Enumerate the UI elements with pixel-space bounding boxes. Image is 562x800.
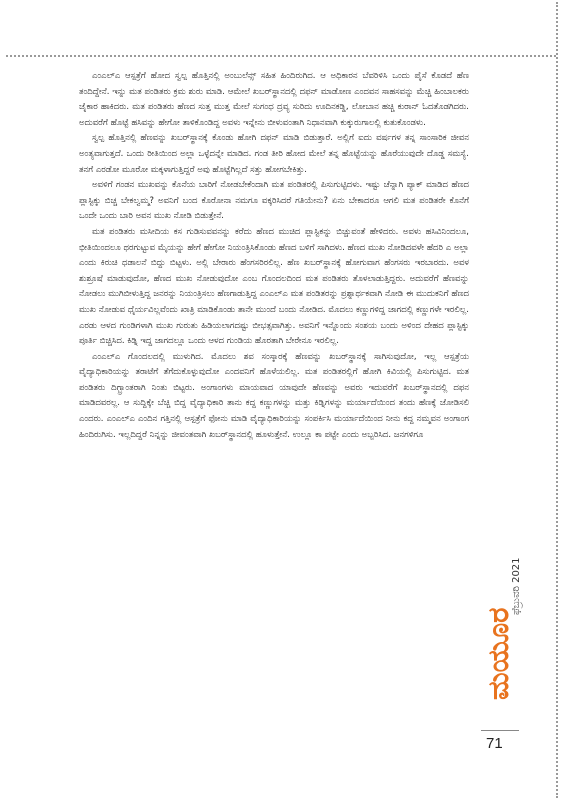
right-dotted-border: [556, 2, 558, 798]
article-paragraph-4: ಮತ ಪಂಡಿತರು ಮಸೀದಿಯ ಕಸ ಗುಡಿಸುವವನನ್ನು ಕರೆದು ಹೆಣದ ಮುಚಿದ ಪ್ಲಾಸ್ಟಿಕನ್ನು ಬಿಚ್ಚುವಂತೆ ಹೇಳಿದರು. ಅವಳು ಹಸಿವಿನಿಂದಲೂ, ಭೀತಿಯಿಂದಲೂ ಥರಗುಟ್ಟುವ ಮೈಯನ್ನು ಹೇಗೆ ಹೇಗೋ ನಿಯಂತ್ರಿಸಿಕೊಂಡು ಹೆಣದ ಬಳಿಗೆ ಸಾಗಿದಳು. ಹೆಣದ ಮುಖ ನೋಡಿದವಳೇ ಹೆದರಿ ಎ ಅಲ್ಲಾ ಎಂದು ಕಿರುಚಿ ಧಡಾಲನೆ ಬಿದ್ದು ಬಿಟ್ಟಳು. ಅಲ್ಲಿ ಬೇರಾರು ಹೆಂಗಸರಿರಲಿಲ್ಲ. ಹೆಣ ಖಬರ್‌ಸ್ಥಾನಕ್ಕೆ ಹೋಗುವಾಗ ಹೆಂಗಸರು ಇರಬಾರದು. ಅವಳ ಶುಶ್ರೂಷೆ ಮಾಡುವುದೋ, ಹೆಣದ ಮುಖ ನೋಡುವುದೋ ಎಂಬ ಗೊಂದಲದಿಂದ ಮತ ಪಂಡಿತರು ತೊಳಲಾಡುತ್ತಿದ್ದರು. ಅದುವರೆಗೆ ಹೆಣವನ್ನು ನೋಡಲು ಮುಗಿಬೀಳುತ್ತಿದ್ದ ಜನರನ್ನು ನಿಯಂತ್ರಿಸಲು ಹೆಣಗಾಡುತ್ತಿದ್ದ ಎಂಎಲ್‌ಎ ಮತ ಪಂಡಿತರನ್ನು ಪ್ರಶ್ನಾರ್ಥಕವಾಗಿ ನೋಡಿ ಈ ಮುದುಕನಿಗೆ ಹೆಣದ ಮುಖ ನೋಡುವ ಧೈರ್ಯವಿಲ್ಲವೆಂದು ಖಾತ್ರಿ ಮಾಡಿಕೊಂಡು ತಾನೇ ಮುಂದೆ ಬಂದು ನೋಡಿದ. ಮೊದಲು ಕಣ್ಣುಗಳಿದ್ದ ಜಾಗದಲ್ಲಿ ಕಣ್ಣುಗಳೇ ಇರಲಿಲ್ಲ. ಎರಡು ಆಳದ ಗುಂಡಿಗಳಾಗಿ ಮುಖ ಗುರುತು ಹಿಡಿಯಲಾಗದಷ್ಟು ಬೀಭತ್ಸವಾಗಿತ್ತು. ಅವನಿಗೆ ಇನ್ನೊಂದು ಸಂಶಯ ಬಂದು ಅಳಿಂದ ದೇಹದ ಪ್ಲಾಸ್ಟಿಕ್ಕು ಪೂರ್ತಿ ಬಿಚ್ಚಿಸಿದ. ಕಿಡ್ನಿ ಇದ್ದ ಜಾಗದಲ್ಲೂ ಒಂದು ಆಳದ ಗುಂಡಿಯ ಹೊರತಾಗಿ ಬೇರೇನೂ ಇರಲಿಲ್ಲ.: [79, 225, 469, 346]
page-number-rule: [481, 730, 519, 731]
article-paragraph-1: ಎಂಎಲ್‌ಎ ಆಸ್ಪತ್ರೆಗೆ ಹೋದ ಸ್ವಲ್ಪ ಹೊತ್ತಿನಲ್ಲಿ ಅಂಬುಲೆನ್ಸ್ ಸಹಿತ ಹಿಂದಿರುಗಿದ. ಆ ಅಧಿಕಾರನ ಬೆವರಿಳಿಸಿ ಒಂದು ಪೈಸೆ ಕೊಡದೆ ಹೆಣ ತಂದಿದ್ದೇನೆ. ಇನ್ನು ಮತ ಪಂಡಿತರು ಕ್ರಮ ಶುರು ಮಾಡಿ. ಆಮೇಲೆ ಖಬರ್‌ಸ್ಥಾನದಲ್ಲಿ ದಫನ್ ಮಾಡೋಣ ಎಂದವನ ಸಾಹಸವನ್ನು ಮೆಚ್ಚಿ ಹಿಂಬಾಲಕರು ಜೈಕಾರ ಹಾಕಿದರು. ಮತ ಪಂಡಿತರು ಹೆಣದ ಸುತ್ತ ಮುತ್ತ ಮೇಲೆ ಸುಗಂಧ ದ್ರವ್ಯ ಸುರಿದು ಊದಿನಕಡ್ಡಿ, ಲೋಬಾನ ಹಚ್ಚಿ ಕುರಾನ್ ಓದತೊಡಗಿದರು. ಅದುವರೆಗೆ ಹೊಟ್ಟೆ ಹಸಿವನ್ನು ಹೇಗೋ ತಾಳಿಕೊಂಡಿದ್ದ ಅವಳು ಇನ್ನೇನು ಬೀಳುವಂತಾಗಿ ನಿಧಾನವಾಗಿ ಕುಕ್ಕುರುಗಾಲಲ್ಲಿ ಕುತುಕೊಂಡಳು.: [79, 70, 469, 127]
article-body: [79, 68, 469, 442]
magazine-name: ಮಯೂರ: [481, 607, 515, 700]
issue-date: ಫೆಬ್ರುವರಿ 2021: [511, 557, 522, 615]
top-dotted-divider: [6, 55, 556, 57]
article-paragraph-5: ಎಂಎಲ್‌ಎ ಗೊಂದಲದಲ್ಲಿ ಮುಳುಗಿದ. ಮೊದಲು ಶವ ಸಂಸ್ಕಾರಕ್ಕೆ ಹೆಣವನ್ನು ಖಬರ್‌ಸ್ಥಾನಕ್ಕೆ ಸಾಗಿಸುವುದೋ, ಇಲ್ಲ ಆಸ್ಪತ್ರೆಯ ವೈದ್ಯಾಧಿಕಾರಿಯನ್ನು ತರಾಟೆಗೆ ತೆಗೆದುಕೊಳ್ಳುವುದೋ ಎಂದವನಿಗೆ ಹೊಳೆಯಲಿಲ್ಲ. ಮತ ಪಂಡಿತರಲ್ಲಿಗೆ ಹೋಗಿ ಕಿವಿಯಲ್ಲಿ ಪಿಸುಗುಟ್ಟಿದ. ಮತ ಪಂಡಿತರು ದಿಗ್ಭ್ರಾಂತರಾಗಿ ನಿಂತು ಬಿಟ್ಟರು. ಅಂಗಾಂಗಳು ಮಾಯವಾದ ಯಾವುದೇ ಹೆಣವನ್ನು ಅವರು ಇದುವರೆಗೆ ಖಬರ್‌ಸ್ಥಾನದಲ್ಲಿ ದಫನ ಮಾಡಿದವರಲ್ಲ. ಆ ಸುದ್ದಿಕ್ಕೇ ಬೆಚ್ಚಿ ಬಿದ್ದ ವೈದ್ಯಾಧಿಕಾರಿ ತಾನು ಕದ್ದ ಕಣ್ಣುಗಳನ್ನು ಮತ್ತು ಕಿಡ್ನಿಗಳನ್ನು ಮರ್ಯಾದೆಯಿಂದ ತಂದು ಹೆಣಕ್ಕೆ ಜೋಡಿಸಲಿ ಎಂದರು. ಎಂಎಲ್‌ಎ ಎಂದಿನ ಗತ್ತಿನಲ್ಲಿ ಆಸ್ಪತ್ರೆಗೆ ಫೋನು ಮಾಡಿ ವೈದ್ಯಾಧಿಕಾರಿಯನ್ನು ಸಂಪರ್ಕಿಸಿ ಮರ್ಯಾದೆಯಿಂದ ನೀನು ಕದ್ದ ನಮ್ಮವನ ಅಂಗಾಂಗ ಹಿಂದಿರುಗಿಸು. ಇಲ್ಲದಿದ್ದರೆ ನಿನ್ನನ್ನು ಜೀವಂತವಾಗಿ ಖಬರ್‌ಸ್ಥಾನದಲ್ಲಿ ಹೂಳುತ್ತೇನೆ. ಉಲ್ಲೂ ಕಾ ಪಟ್ಟೇ ಎಂದು ಅಬ್ಬರಿಸಿದ. ಜನಗಳಿಗೂ: [79, 350, 469, 439]
article-paragraph-2: ಸ್ವಲ್ಪ ಹೊತ್ತಿನಲ್ಲಿ ಹೆಣವನ್ನು ಖಬರ್‌ಸ್ಥಾನಕ್ಕೆ ಕೊಂಡು ಹೋಗಿ ದಫನ್ ಮಾಡಿ ಬಿಡುತ್ತಾರೆ. ಅಲ್ಲಿಗೆ ಐದು ವರ್ಷಗಳ ತನ್ನ ಸಾಂಸಾರಿಕ ಜೀವನ ಅಂತ್ಯವಾಗುತ್ತದೆ. ಒಂದು ರೀತಿಯಿಂದ ಅಲ್ಲಾ ಒಳ್ಳೆದನ್ನೇ ಮಾಡಿದ. ಗಂಡ ತೀರಿ ಹೋದ ಮೇಲೆ ತನ್ನ ಹೊಟ್ಟೆಯನ್ನು ಹೊರೆಯುವುದೇ ದೊಡ್ಡ ಸಮಸ್ಯೆ. ತನಗೆ ಎರಡೋ ಮೂರೋ ಮಕ್ಕಳಾಗುತ್ತಿದ್ದರೆ ಅವು ಹೊಟ್ಟೆಗಿಲ್ಲದೆ ಸತ್ತು ಹೋಗಬೇಕಿತ್ತು.: [79, 132, 469, 174]
page-number: 71: [486, 735, 503, 752]
article-paragraph-3: ಅವಳಿಗೆ ಗಂಡನ ಮುಖವನ್ನು ಕೊನೆಯ ಬಾರಿಗೆ ನೋಡಬೇಕೆಂದಾಗಿ ಮತ ಪಂಡಿತರಲ್ಲಿ ಪಿಸುಗುಟ್ಟಿದಳು. ಇಷ್ಟು ಚೆನ್ನಾಗಿ ಪ್ಯಾಕ್ ಮಾಡಿದ ಹೆಣದ ಪ್ಲಾಸ್ಟಿಕ್ಕು ಬಿಚ್ಚ ಬೇಕಲ್ವಮ್ಮ? ಅವನಿಗೆ ಬಂದ ಕೊರೋನಾ ನಮಗೂ ವಕ್ಕರಿಸಿದರೆ ಗತಿಯೇನು? ಏನು ಬೇಕಾದರೂ ಆಗಲಿ ಮತ ಪಂಡಿತರೇ ಕೊನೆಗೆ ಒಂದೇ ಒಂದು ಬಾರಿ ಅವನ ಮುಖ ನೋಡಿ ಬಿಡುತ್ತೇನೆ.: [79, 179, 469, 221]
